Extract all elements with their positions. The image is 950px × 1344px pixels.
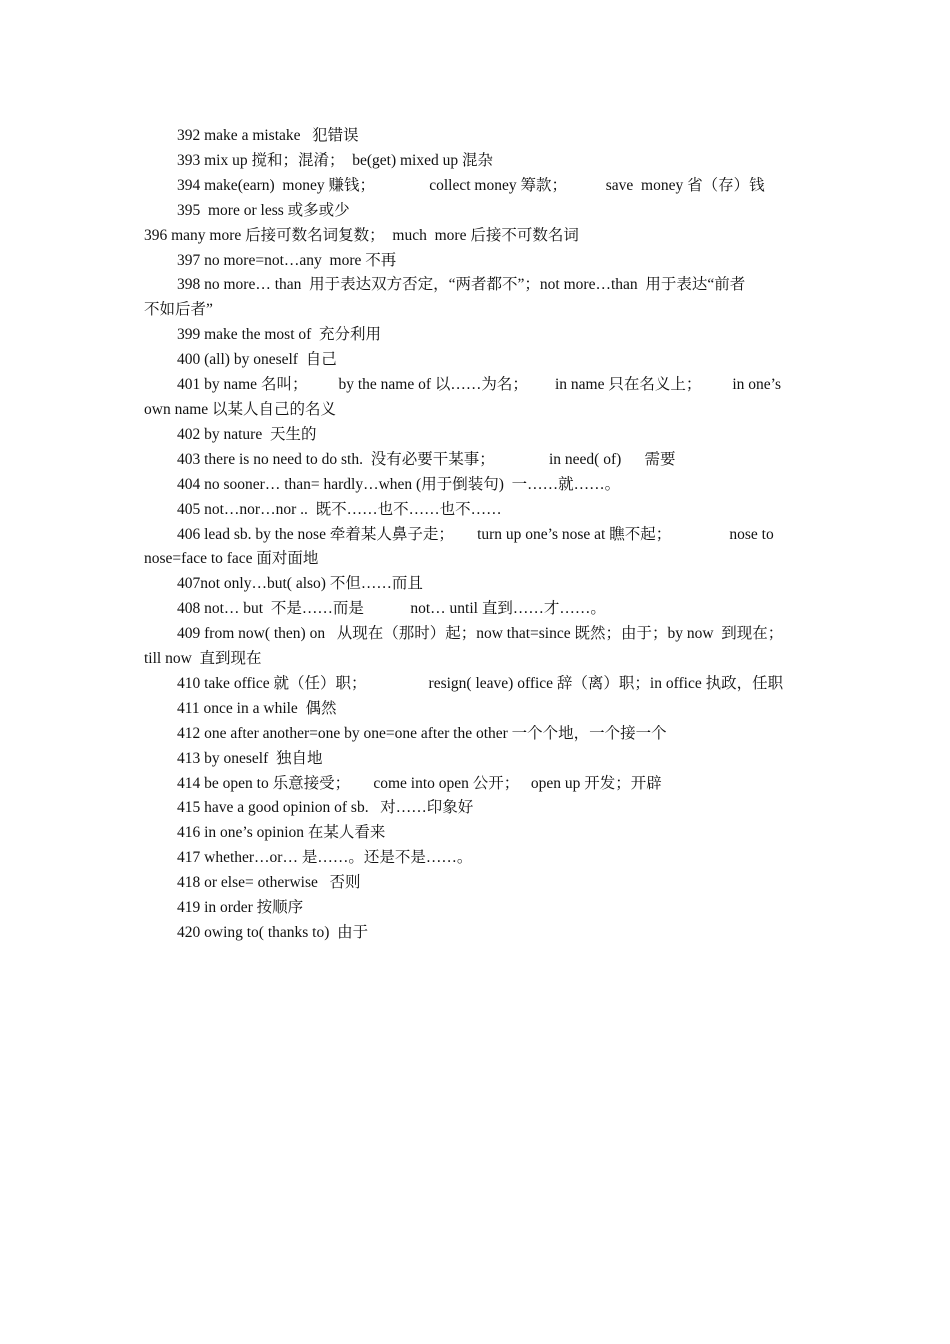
phrase-entry-399: 399 make the most of 充分利用 [177,326,382,344]
phrase-entry-409: 409 from now( then) on 从现在（那时）起；now that=since 既然；由于；by now 到现在； [177,625,784,643]
phrase-entry-410: 410 take office 就（任）职； resign( leave) office 辞（离）职；in office 执政，任职 [177,674,784,692]
phrase-entry-413: 413 by oneself 独自地 [177,749,323,767]
phrase-entry-395: 395 more or less 或多或少 [177,201,350,219]
phrase-entry-401-continued: own name 以某人自己的名义 [144,400,337,418]
phrase-entry-419: 419 in order 按顺序 [177,899,304,917]
phrase-entry-403: 403 there is no need to do sth. 没有必要干某事； in need( of) 需要 [177,450,676,468]
phrase-entry-420: 420 owing to( thanks to) 由于 [177,924,369,941]
phrase-entry-415: 415 have a good opinion of sb. 对……印象好 [177,799,474,817]
phrase-entry-412: 412 one after another=one by one=one after the other 一个个地，一个接一个 [177,724,667,742]
phrase-entry-407: 407not only…but( also) 不但……而且 [177,575,423,593]
phrase-entry-402: 402 by nature 天生的 [177,425,317,443]
phrase-entry-405: 405 not…nor…nor .. 既不……也不……也不…… [177,500,502,518]
phrase-entry-417: 417 whether…or… 是……。还是不是……。 [177,849,473,867]
phrase-entry-406: 406 lead sb. by the nose 牵着某人鼻子走； turn up one’s nose at 瞧不起； nose to [177,525,774,543]
phrase-entry-393: 393 mix up 搅和；混淆； be(get) mixed up 混杂 [177,151,493,169]
phrase-entry-394: 394 make(earn) money 赚钱； collect money 筹款； save money 省（存）钱 [177,176,765,194]
phrase-entry-409-continued: till now 直到现在 [144,650,262,668]
phrase-entry-416: 416 in one’s opinion 在某人看来 [177,824,386,842]
phrase-list [144,124,806,946]
phrase-entry-408: 408 not… but 不是……而是 not… until 直到……才……。 [177,600,606,618]
phrase-entry-411: 411 once in a while 偶然 [177,699,337,717]
phrase-entry-398: 398 no more… than 用于表达双方否定，“两者都不”；not more…than 用于表达“前者 [177,276,746,294]
phrase-entry-406-continued: nose=face to face 面对面地 [144,550,319,568]
phrase-entry-404: 404 no sooner… than= hardly…when (用于倒装句) 一……就……。 [177,475,621,493]
phrase-entry-400: 400 (all) by oneself 自己 [177,351,337,369]
phrase-entry-398-continued: 不如后者” [144,301,213,319]
phrase-entry-414: 414 be open to 乐意接受； come into open 公开； open up 开发；开辟 [177,774,662,792]
phrase-entry-396: 396 many more 后接可数名词复数； much more 后接不可数名词 [144,226,579,244]
phrase-entry-397: 397 no more=not…any more 不再 [177,251,397,269]
phrase-entry-418: 418 or else= otherwise 否则 [177,874,361,892]
phrase-entry-401: 401 by name 名叫； by the name of 以……为名； in name 只在名义上； in one’s [177,376,782,394]
phrase-entry-392: 392 make a mistake 犯错误 [177,127,359,144]
